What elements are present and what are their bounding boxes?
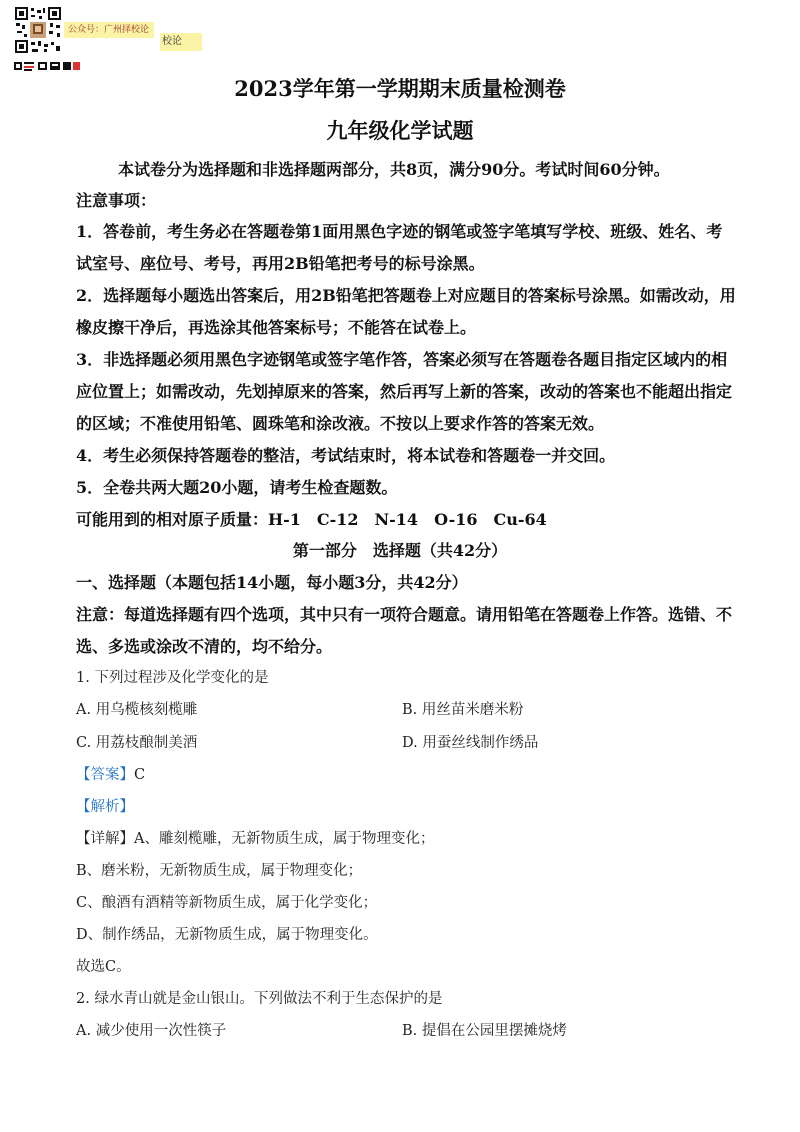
detail-line: A、雕刻榄雕，无新物质生成，属于物理变化； (134, 831, 435, 847)
qr-code (14, 6, 62, 54)
q2-option-a: A. 减少使用一次性筷子 (76, 1023, 227, 1039)
answer-label: 【答案】 (76, 767, 134, 783)
notes-line: 2．选择题每小题选出答案后，用2B铅笔把答题卷上对应题目的答案标号涂黑。如需改动，用 (76, 286, 736, 305)
notes-heading: 注意事项： (76, 191, 157, 210)
exam-title: 2023学年第一学期期末质量检测卷 (234, 76, 566, 101)
notes-line: 1．答卷前，考生务必在答题卷第1面用黑色字迹的钢笔或签字笔填写学校、班级、姓名、考 (76, 222, 723, 241)
detail-label: 【详解】 (76, 831, 134, 847)
q1-option-b: B. 用丝苗米磨米粉 (402, 702, 524, 718)
answer-value: C (134, 767, 146, 783)
q1-detail-d: D、制作绣品，无新物质生成，属于物理变化。 (76, 927, 378, 943)
q1-detail-a (76, 827, 434, 848)
section-note: 选、多选或涂改不清的，均不给分。 (76, 637, 333, 656)
wechat-note: 公众号：广州择校论 (64, 22, 154, 38)
notes-line: 3．非选择题必须用黑色字迹钢笔或签字笔作答，答案必须写在答题卷各题目指定区域内的相 (76, 350, 728, 369)
q2-option-b: B. 提倡在公园里摆摊烧烤 (402, 1023, 567, 1039)
q1-option-d: D. 用蚕丝线制作绣品 (402, 735, 539, 751)
analysis-label: 【解析】 (76, 799, 134, 815)
q1-answer (76, 763, 145, 784)
exam-intro: 本试卷分为选择题和非选择题两部分，共8页，满分90分。考试时间60分钟。 (118, 160, 670, 179)
notes-line: 试室号、座位号、考号，再用2B铅笔把考号的标号涂黑。 (76, 254, 485, 273)
question-1-stem: 1. 下列过程涉及化学变化的是 (76, 670, 269, 686)
notes-line: 橡皮擦干净后，再选涂其他答案标号；不能答在试卷上。 (76, 318, 477, 337)
notes-line: 4．考生必须保持答题卷的整洁，考试结束时，将本试卷和答题卷一并交回。 (76, 446, 616, 465)
q1-conclusion: 故选C。 (76, 959, 131, 975)
notes-line: 5．全卷共两大题20小题，请考生检查题数。 (76, 478, 398, 497)
q1-option-c: C. 用荔枝酿制美酒 (76, 735, 198, 751)
notes-line: 应位置上；如需改动，先划掉原来的答案，然后再写上新的答案，改动的答案也不能超出指定 (76, 382, 733, 401)
q1-detail-b: B、磨米粉，无新物质生成，属于物理变化； (76, 863, 363, 879)
wechat-note-secondary: 校论 (160, 33, 202, 51)
notes-line: 的区域；不准使用铅笔、圆珠笔和涂改液。不按以上要求作答的答案无效。 (76, 414, 605, 433)
qr-caption (12, 58, 82, 72)
q1-option-a: A. 用乌榄核刻榄雕 (76, 702, 198, 718)
part1-heading: 第一部分 选择题（共42分） (292, 541, 508, 560)
exam-subtitle: 九年级化学试题 (326, 118, 474, 143)
question-2-stem: 2. 绿水青山就是金山银山。下列做法不利于生态保护的是 (76, 991, 443, 1007)
q1-detail-c: C、酿酒有酒精等新物质生成，属于化学变化； (76, 895, 378, 911)
section-note: 注意：每道选择题有四个选项，其中只有一项符合题意。请用铅笔在答题卷上作答。选错、不 (76, 605, 733, 624)
section-heading: 一、选择题（本题包括14小题，每小题3分，共42分） (76, 573, 468, 592)
atomic-masses: 可能用到的相对原子质量：H-1 C-12 N-14 O-16 Cu-64 (76, 510, 547, 529)
